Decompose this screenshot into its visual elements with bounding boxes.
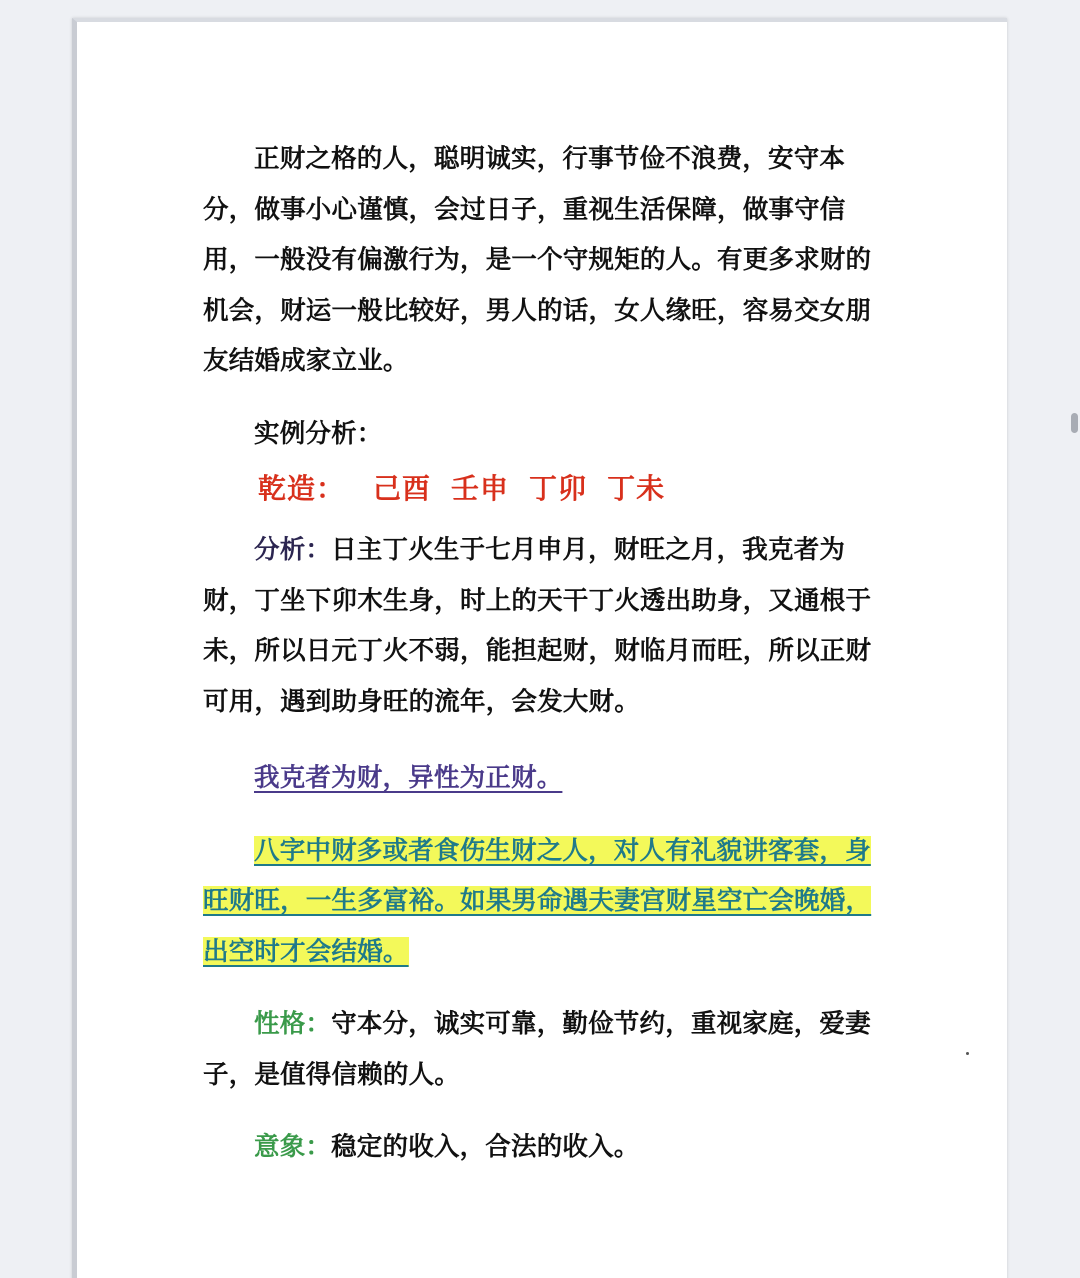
paragraph-zhengcai-personality: 正财之格的人，聪明诚实，行事节俭不浪费，安守本分，做事小心谨慎，会过日子，重视生活保障，做事守信用，一般没有偏激行为，是一个守规矩的人。有更多求财的机会，财运一般比较好，男人的话，女人缘旺，容易交女朋友结婚成家立业。 bbox=[203, 144, 872, 376]
bazi-pillar-month: 壬申 bbox=[451, 472, 510, 505]
imagery-text: 稳定的收入，合法的收入。 bbox=[331, 1132, 640, 1162]
bazi-pillar-day: 丁卯 bbox=[529, 472, 588, 505]
character-text: 守本分，诚实可靠，勤俭节约，重视家庭，爱妻子，是值得信赖的人。 bbox=[203, 1009, 871, 1090]
imagery-label: 意象： bbox=[254, 1132, 332, 1162]
page-content bbox=[203, 134, 883, 1173]
scrollbar-handle[interactable] bbox=[1071, 413, 1078, 433]
analysis-text: 日主丁火生于七月申月，财旺之月，我克者为财，丁坐下卯木生身，时上的天干丁火透出助身，又通根于未，所以日元丁火不弱，能担起财，财临月而旺，所以正财可用，遇到助身旺的流年，会发大财。 bbox=[203, 535, 872, 717]
highlight-paragraph bbox=[203, 826, 883, 978]
highlighted-text: 八字中财多或者食伤生财之人，对人有礼貌讲客套，身旺财旺，一生多富裕。如果男命遇夫妻宫财星空亡会晚婚，出空时才会结婚。 bbox=[203, 835, 872, 967]
bazi-pillar-hour: 丁未 bbox=[607, 472, 666, 505]
bazi-pillar-year: 己酉 bbox=[373, 472, 432, 505]
analysis-paragraph bbox=[203, 525, 883, 727]
bazi-label: 乾造： bbox=[258, 472, 346, 505]
imagery-paragraph bbox=[203, 1122, 883, 1173]
example-heading: 实例分析： bbox=[254, 418, 383, 449]
stray-mark bbox=[966, 1052, 969, 1055]
definition-text: 我克者为财，异性为正财。 bbox=[254, 763, 563, 793]
character-label: 性格： bbox=[254, 1009, 332, 1039]
document-page bbox=[72, 18, 1007, 1278]
character-paragraph bbox=[203, 999, 883, 1100]
bazi-chart bbox=[258, 459, 883, 519]
analysis-label: 分析： bbox=[254, 535, 332, 565]
definition-paragraph bbox=[203, 753, 883, 804]
